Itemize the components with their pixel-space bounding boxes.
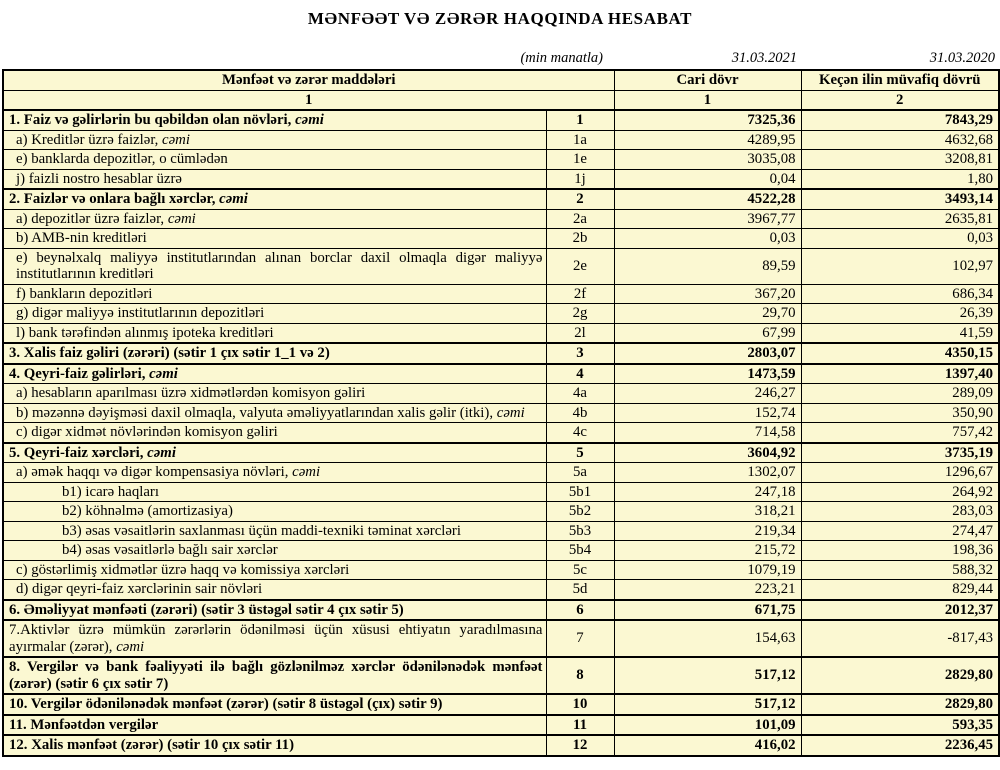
value-current: 215,72 <box>614 541 801 561</box>
header-row <box>3 70 999 90</box>
value-previous: 829,44 <box>801 580 999 600</box>
value-current: 367,20 <box>614 284 801 304</box>
row-label: b) məzənnə dəyişməsi daxil olmaqla, valyuta əməliyyatlarından xalis gəlir (itki), cəmi <box>3 403 546 423</box>
row-label: 8. Vergilər və bank fəaliyyəti ilə bağlı gözlənilməz xərclər ödənilənədək mənfəət (zərər) (sətir 6 çıx sətir 7) <box>3 657 546 694</box>
value-current: 0,04 <box>614 169 801 189</box>
value-current: 517,12 <box>614 657 801 694</box>
row-code: 8 <box>546 657 614 694</box>
row-label: 11. Mənfəətdən vergilər <box>3 715 546 736</box>
value-previous: 2829,80 <box>801 694 999 715</box>
table-row <box>3 423 999 443</box>
table-row <box>3 443 999 463</box>
row-label: e) beynəlxalq maliyyə institutlarından alınan borclar daxil olmaqla digər maliyyə institutlarının kreditləri <box>3 248 546 284</box>
value-current: 246,27 <box>614 384 801 404</box>
row-label: g) digər maliyyə institutlarının depozitləri <box>3 304 546 324</box>
row-label: e) banklarda depozitlər, o cümlədən <box>3 150 546 170</box>
row-code: 5b1 <box>546 482 614 502</box>
row-code: 4 <box>546 364 614 384</box>
row-code: 3 <box>546 343 614 364</box>
col-header-previous: Keçən ilin müvafiq dövrü <box>801 70 999 90</box>
table-row <box>3 130 999 150</box>
row-label: c) göstərlimiş xidmətlər üzrə haqq və komissiya xərcləri <box>3 560 546 580</box>
value-current: 2803,07 <box>614 343 801 364</box>
row-label-italic-suffix: cəmi <box>219 191 248 207</box>
value-previous: 757,42 <box>801 423 999 443</box>
column-index-row <box>3 90 999 110</box>
value-current: 89,59 <box>614 248 801 284</box>
value-current: 318,21 <box>614 502 801 522</box>
table-row <box>3 463 999 483</box>
table-row <box>3 521 999 541</box>
row-code: 5a <box>546 463 614 483</box>
row-code: 2l <box>546 323 614 343</box>
col-header-items: Mənfəət və zərər maddələri <box>3 70 614 90</box>
row-code: 10 <box>546 694 614 715</box>
row-label: c) digər xidmət növlərindən komisyon gəliri <box>3 423 546 443</box>
value-previous: 1397,40 <box>801 364 999 384</box>
table-body <box>3 110 999 756</box>
row-label-italic-suffix: cəmi <box>162 131 190 148</box>
table-row <box>3 343 999 364</box>
row-label: 12. Xalis mənfəət (zərər) (sətir 10 çıx sətir 11) <box>3 735 546 756</box>
value-current: 223,21 <box>614 580 801 600</box>
value-previous: 588,32 <box>801 560 999 580</box>
value-previous: 4632,68 <box>801 130 999 150</box>
row-code: 5 <box>546 443 614 463</box>
row-label-italic-suffix: cəmi <box>292 464 321 480</box>
row-label: a) depozitlər üzrə faizlər, cəmi <box>3 209 546 229</box>
value-current: 67,99 <box>614 323 801 343</box>
value-current: 247,18 <box>614 482 801 502</box>
row-label: d) digər qeyri-faiz xərclərinin sair növləri <box>3 580 546 600</box>
table-row <box>3 189 999 209</box>
table-row <box>3 323 999 343</box>
row-code: 5d <box>546 580 614 600</box>
row-code: 4c <box>546 423 614 443</box>
row-code: 4a <box>546 384 614 404</box>
table-row <box>3 284 999 304</box>
row-code: 1 <box>546 110 614 130</box>
row-code: 2f <box>546 284 614 304</box>
table-row <box>3 403 999 423</box>
value-current: 154,63 <box>614 620 801 657</box>
value-previous: 3493,14 <box>801 189 999 209</box>
value-previous: 2012,37 <box>801 600 999 621</box>
table-row <box>3 620 999 657</box>
row-label-italic-suffix: cəmi <box>149 365 178 382</box>
table-row <box>3 384 999 404</box>
row-label: b2) köhnəlmə (amortizasiya) <box>3 502 546 522</box>
period-previous-date: 31.03.2020 <box>929 50 995 66</box>
value-previous: 7843,29 <box>801 110 999 130</box>
table-row <box>3 110 999 130</box>
row-code: 6 <box>546 600 614 621</box>
row-code: 1e <box>546 150 614 170</box>
row-code: 5c <box>546 560 614 580</box>
value-current: 3035,08 <box>614 150 801 170</box>
row-label: 5. Qeyri-faiz xərcləri, cəmi <box>3 443 546 463</box>
col-index-previous: 2 <box>801 90 999 110</box>
value-current: 3604,92 <box>614 443 801 463</box>
table-row <box>3 364 999 384</box>
row-label-italic-suffix: cəmi <box>147 444 176 461</box>
row-code: 5b3 <box>546 521 614 541</box>
value-current: 1079,19 <box>614 560 801 580</box>
value-previous: 4350,15 <box>801 343 999 364</box>
value-current: 1302,07 <box>614 463 801 483</box>
value-current: 1473,59 <box>614 364 801 384</box>
page-title: MƏNFƏƏT VƏ ZƏRƏR HAQQINDA HESABAT <box>307 9 693 28</box>
row-code: 7 <box>546 620 614 657</box>
col-index-current: 1 <box>614 90 801 110</box>
value-current: 3967,77 <box>614 209 801 229</box>
value-current: 29,70 <box>614 304 801 324</box>
value-previous: 198,36 <box>801 541 999 561</box>
value-previous: 686,34 <box>801 284 999 304</box>
row-label-italic-suffix: cəmi <box>496 404 525 421</box>
value-previous: 274,47 <box>801 521 999 541</box>
table-row <box>3 580 999 600</box>
value-previous: 264,92 <box>801 482 999 502</box>
subheader <box>2 31 998 67</box>
table-row <box>3 694 999 715</box>
row-code: 4b <box>546 403 614 423</box>
value-previous: 1296,67 <box>801 463 999 483</box>
row-label: 7.Aktivlər üzrə mümkün zərərlərin ödənilməsi üçün xüsusi ehtiyatın yaradılmasına ayırmalar (zərər), cəmi <box>3 620 546 657</box>
table-row <box>3 150 999 170</box>
row-code: 2e <box>546 248 614 284</box>
table-row <box>3 304 999 324</box>
row-code: 5b2 <box>546 502 614 522</box>
row-code: 1j <box>546 169 614 189</box>
value-previous: 2635,81 <box>801 209 999 229</box>
row-label: 3. Xalis faiz gəliri (zərəri) (sətir 1 çıx sətir 1_1 və 2) <box>3 343 546 364</box>
value-previous: 593,35 <box>801 715 999 736</box>
row-code: 2a <box>546 209 614 229</box>
value-previous: 102,97 <box>801 248 999 284</box>
row-label: j) faizli nostro hesablar üzrə <box>3 169 546 189</box>
value-current: 4289,95 <box>614 130 801 150</box>
row-label: a) Kreditlər üzrə faizlər, cəmi <box>3 130 546 150</box>
value-previous: 3735,19 <box>801 443 999 463</box>
value-previous: 41,59 <box>801 323 999 343</box>
row-label: b4) əsas vəsaitlərlə bağlı sair xərclər <box>3 541 546 561</box>
value-previous: 2236,45 <box>801 735 999 756</box>
table-row <box>3 657 999 694</box>
value-current: 671,75 <box>614 600 801 621</box>
value-previous: 283,03 <box>801 502 999 522</box>
value-current: 0,03 <box>614 229 801 249</box>
row-label: b) AMB-nin kreditləri <box>3 229 546 249</box>
col-header-current: Cari dövr <box>614 70 801 90</box>
value-previous: 2829,80 <box>801 657 999 694</box>
row-code: 1a <box>546 130 614 150</box>
period-current-date: 31.03.2021 <box>731 50 797 66</box>
value-current: 714,58 <box>614 423 801 443</box>
row-code: 2b <box>546 229 614 249</box>
row-label: 4. Qeyri-faiz gəlirləri, cəmi <box>3 364 546 384</box>
table-row <box>3 735 999 756</box>
value-current: 7325,36 <box>614 110 801 130</box>
row-label: b1) icarə haqları <box>3 482 546 502</box>
row-code: 12 <box>546 735 614 756</box>
row-label: 1. Faiz və gəlirlərin bu qəbildən olan növləri, cəmi <box>3 110 546 130</box>
income-statement-table <box>2 69 1000 757</box>
row-code: 2 <box>546 189 614 209</box>
row-label: b3) əsas vəsaitlərin saxlanması üçün maddi-texniki təminat xərcləri <box>3 521 546 541</box>
table-row <box>3 482 999 502</box>
value-previous: 3208,81 <box>801 150 999 170</box>
table-row <box>3 169 999 189</box>
table-row <box>3 715 999 736</box>
row-label: l) bank tərəfindən alınmış ipoteka kreditləri <box>3 323 546 343</box>
row-label: a) əmək haqqı və digər kompensasiya növləri, cəmi <box>3 463 546 483</box>
row-code: 2g <box>546 304 614 324</box>
col-index-items: 1 <box>3 90 614 110</box>
row-label-italic-suffix: cəmi <box>167 210 196 227</box>
value-current: 219,34 <box>614 521 801 541</box>
table-row <box>3 502 999 522</box>
value-previous: 0,03 <box>801 229 999 249</box>
value-previous: 1,80 <box>801 169 999 189</box>
value-current: 517,12 <box>614 694 801 715</box>
row-label: 6. Əməliyyat mənfəəti (zərəri) (sətir 3 üstəgəl sətir 4 çıx sətir 5) <box>3 600 546 621</box>
row-label-italic-suffix: cəmi <box>295 112 324 128</box>
value-current: 101,09 <box>614 715 801 736</box>
row-label: f) bankların depozitləri <box>3 284 546 304</box>
value-previous: 350,90 <box>801 403 999 423</box>
row-label: 10. Vergilər ödənilənədək mənfəət (zərər) (sətir 8 üstəgəl (çıx) sətir 9) <box>3 694 546 715</box>
row-label: a) hesabların aparılması üzrə xidmətlərdən komisyon gəliri <box>3 384 546 404</box>
value-current: 4522,28 <box>614 189 801 209</box>
value-previous: 289,09 <box>801 384 999 404</box>
row-label-italic-suffix: cəmi <box>116 638 145 655</box>
value-current: 152,74 <box>614 403 801 423</box>
table-row <box>3 541 999 561</box>
table-row <box>3 229 999 249</box>
row-code: 5b4 <box>546 541 614 561</box>
row-label: 2. Faizlər və onlara bağlı xərclər, cəmi <box>3 189 546 209</box>
table-row <box>3 248 999 284</box>
table-row <box>3 560 999 580</box>
value-current: 416,02 <box>614 735 801 756</box>
table-row <box>3 600 999 621</box>
unit-note: (min manatla) <box>520 50 603 66</box>
value-previous: -817,43 <box>801 620 999 657</box>
table-row <box>3 209 999 229</box>
value-previous: 26,39 <box>801 304 999 324</box>
row-code: 11 <box>546 715 614 736</box>
